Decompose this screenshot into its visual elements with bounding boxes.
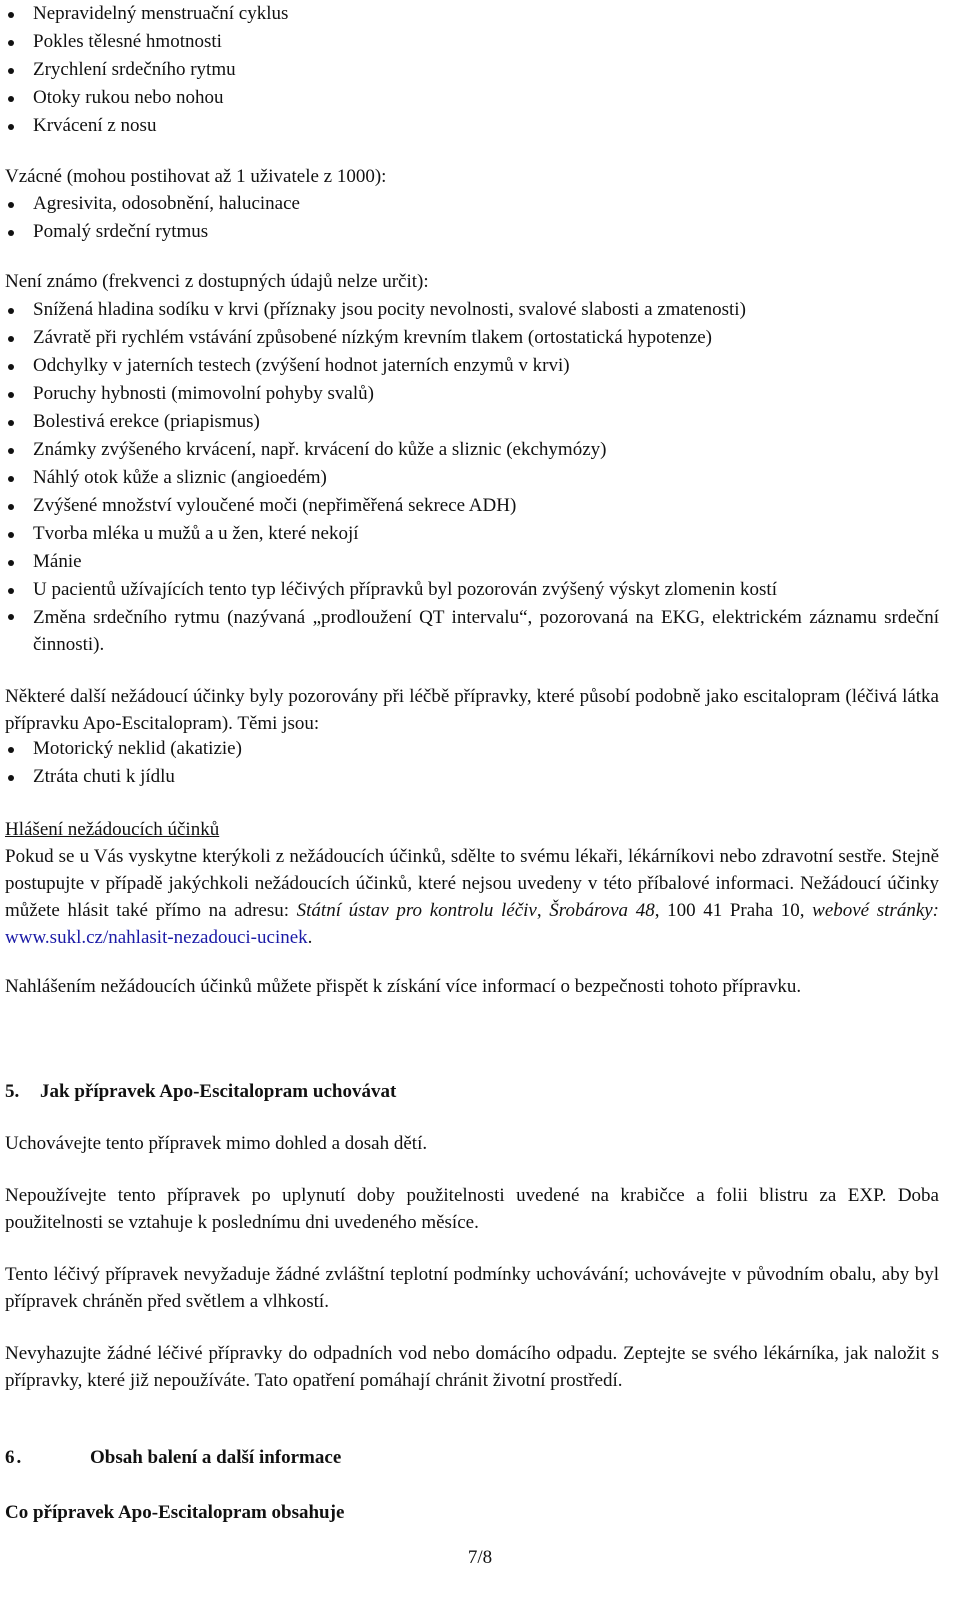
bullet-icon bbox=[8, 392, 14, 398]
storage-paragraph-3: Tento léčivý přípravek nevyžaduje žádné zvláštní teplotní podmínky uchovávání; uchovávejte v původním obalu, aby byl přípravek chráněn před světlem a vlhkostí. bbox=[5, 1264, 939, 1312]
bullet-icon bbox=[8, 532, 14, 538]
list-item: Bolestivá erekce (priapismus) bbox=[5, 408, 939, 436]
bullet-icon bbox=[8, 504, 14, 510]
bullet-icon bbox=[8, 12, 14, 18]
list-item: Poruchy hybnosti (mimovolní pohyby svalů) bbox=[5, 380, 939, 408]
side-effects-list-common bbox=[5, 0, 939, 140]
bullet-icon bbox=[8, 68, 14, 74]
bullet-icon bbox=[8, 448, 14, 454]
list-item: Motorický neklid (akatizie) bbox=[5, 735, 939, 763]
list-item: Zvýšené množství vyloučené moči (nepřiměřená sekrece ADH) bbox=[5, 492, 939, 520]
reporting-paragraph: Pokud se u Vás vyskytne kterýkoli z nežádoucích účinků, sdělte to svému lékaři, lékárníkovi nebo zdravotní sestře. Stejně postupujte v případě jakýchkoli nežádoucích účinků, které nejsou uvedeny v této příbalové informaci. Nežádoucí účinky můžete hlásit také přímo na adresu: Státní ústav pro kontrolu léčiv, Šrobárova 48, 100 41 Praha 10, webové stránky: www.sukl.cz/nahlasit-nezadouci-ucinek. bbox=[5, 846, 940, 948]
list-item: Zrychlení srdečního rytmu bbox=[5, 56, 939, 84]
bullet-icon bbox=[8, 202, 14, 208]
bullet-icon bbox=[8, 420, 14, 426]
list-item: Pokles tělesné hmotnosti bbox=[5, 28, 939, 56]
reporting-website-link[interactable]: www.sukl.cz/nahlasit-nezadouci-ucinek bbox=[5, 927, 308, 948]
list-item: Změna srdečního rytmu (nazývaná „prodloužení QT intervalu“, pozorovaná na EKG, elektrickém záznamu srdeční činnosti). bbox=[5, 604, 939, 658]
unknown-frequency-heading: Není známo (frekvenci z dostupných údajů nelze určit): bbox=[5, 271, 429, 292]
side-effects-list-other bbox=[5, 735, 939, 791]
list-item: Náhlý otok kůže a sliznic (angioedém) bbox=[5, 464, 939, 492]
list-item: U pacientů užívajících tento typ léčivých přípravků byl pozorován zvýšený výskyt zlomenin kostí bbox=[5, 576, 939, 604]
list-item: Ztráta chuti k jídlu bbox=[5, 763, 939, 791]
list-item: Známky zvýšeného krvácení, např. krvácení do kůže a sliznic (ekchymózy) bbox=[5, 436, 939, 464]
storage-paragraph-2: Nepoužívejte tento přípravek po uplynutí doby použitelnosti uvedené na krabičce a folii blistru za EXP. Doba použitelnosti se vztahuje k poslednímu dni uvedeného měsíce. bbox=[5, 1185, 939, 1233]
page-number: 7/8 bbox=[467, 1547, 493, 1568]
list-item: Mánie bbox=[5, 548, 939, 576]
reporting-heading: Hlášení nežádoucích účinků bbox=[5, 819, 220, 840]
side-effects-list-unknown bbox=[5, 296, 939, 658]
bullet-icon bbox=[8, 614, 14, 620]
street-address: Šrobárova 48 bbox=[549, 900, 655, 921]
list-item: Odchylky v jaterních testech (zvýšení hodnot jaterních enzymů v krvi) bbox=[5, 352, 939, 380]
list-item: Otoky rukou nebo nohou bbox=[5, 84, 939, 112]
bullet-icon bbox=[8, 124, 14, 130]
list-item: Agresivita, odosobnění, halucinace bbox=[5, 190, 939, 218]
section-5-heading: 5. Jak přípravek Apo-Escitalopram uchovávat bbox=[5, 1081, 397, 1102]
bullet-icon bbox=[8, 308, 14, 314]
list-item: Nepravidelný menstruační cyklus bbox=[5, 0, 939, 28]
reporting-paragraph-2: Nahlášením nežádoucích účinků můžete přispět k získání více informací o bezpečnosti tohoto přípravku. bbox=[5, 976, 802, 997]
list-item: Pomalý srdeční rytmus bbox=[5, 218, 939, 246]
list-item: Snížená hladina sodíku v krvi (příznaky jsou pocity nevolnosti, svalové slabosti a zmatenosti) bbox=[5, 296, 939, 324]
bullet-icon bbox=[8, 747, 14, 753]
bullet-icon bbox=[8, 775, 14, 781]
bullet-icon bbox=[8, 364, 14, 370]
storage-paragraph-4: Nevyhazujte žádné léčivé přípravky do odpadních vod nebo domácího odpadu. Zeptejte se svého lékárníka, jak naložit s přípravky, které již nepoužíváte. Tato opatření pomáhají chránit životní prostředí. bbox=[5, 1343, 939, 1391]
bullet-icon bbox=[8, 588, 14, 594]
list-item: Tvorba mléka u mužů a u žen, které nekojí bbox=[5, 520, 939, 548]
list-item: Závratě při rychlém vstávání způsobené nízkým krevním tlakem (ortostatická hypotenze) bbox=[5, 324, 939, 352]
bullet-icon bbox=[8, 96, 14, 102]
bullet-icon bbox=[8, 336, 14, 342]
bullet-icon bbox=[8, 560, 14, 566]
institute-name: Státní ústav pro kontrolu léčiv bbox=[296, 900, 537, 921]
list-item: Krvácení z nosu bbox=[5, 112, 939, 140]
other-effects-paragraph: Některé další nežádoucí účinky byly pozorovány při léčbě přípravky, které působí podobně jako escitalopram (léčivá látka přípravku Apo-Escitalopram). Těmi jsou: bbox=[5, 686, 939, 734]
storage-paragraph-1: Uchovávejte tento přípravek mimo dohled a dosah dětí. bbox=[5, 1133, 428, 1154]
side-effects-list-rare bbox=[5, 190, 939, 246]
rare-heading: Vzácné (mohou postihovat až 1 uživatele z 1000): bbox=[5, 166, 387, 187]
bullet-icon bbox=[8, 230, 14, 236]
section-6-heading: 6. Obsah balení a další informace bbox=[5, 1447, 342, 1468]
bullet-icon bbox=[8, 40, 14, 46]
bullet-icon bbox=[8, 476, 14, 482]
section-6-subheading: Co přípravek Apo-Escitalopram obsahuje bbox=[5, 1502, 345, 1523]
